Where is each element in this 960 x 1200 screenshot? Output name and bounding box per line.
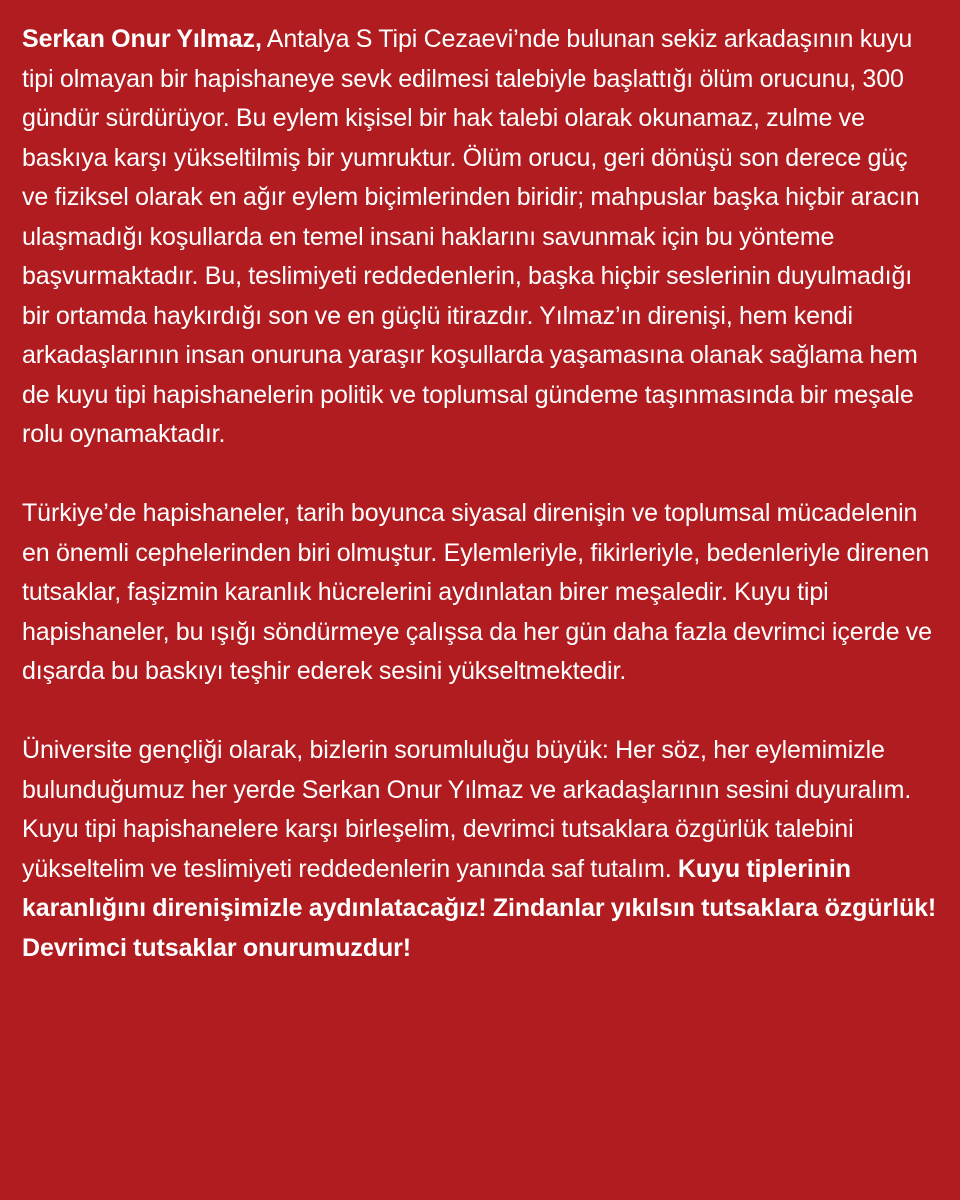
paragraph-1 xyxy=(22,20,938,455)
paragraph-2-text: Türkiye’de hapishaneler, tarih boyunca siyasal direnişin ve toplumsal mücadelenin en önemli cephelerinden biri olmuştur. Eylemleriyle, fikirleriyle, bedenleriyle direnen tutsaklar, faşizmin karanlık hücrelerini aydınlatan birer meşaledir. Kuyu tipi hapishaneler, bu ışığı söndürmeye çalışsa da her gün daha fazla devrimci içerde ve dışarda bu baskıyı teşhir ederek sesini yükseltmektedir. xyxy=(22,499,932,685)
paragraph-3-text: Üniversite gençliği olarak, bizlerin sorumluluğu büyük: Her söz, her eylemimizle bulunduğumuz her yerde Serkan Onur Yılmaz ve arkadaşlarının sesini duyuralım. Kuyu tipi hapishanelere karşı birleşelim, devrimci tutsaklara özgürlük talebini yükseltelim ve teslimiyeti reddedenlerin yanında saf tutalım. xyxy=(22,736,912,883)
closing-slogans: Kuyu tiplerinin karanlığını direnişimizle aydınlatacağız! Zindanlar yıkılsın tutsaklara özgürlük! Devrimci tutsaklar onurumuzdur! xyxy=(22,854,937,962)
paragraph-1-lead-name: Serkan Onur Yılmaz, xyxy=(22,25,262,53)
paragraph-3 xyxy=(22,731,938,968)
paragraph-1-text: Antalya S Tipi Cezaevi’nde bulunan sekiz arkadaşının kuyu tipi olmayan bir hapishaneye sevk edilmesi talebiyle başlattığı ölüm orucunu, 300 gündür sürdürüyor. Bu eylem kişisel bir hak talebi olarak okunamaz, zulme ve baskıya karşı yükseltilmiş bir yumruktur. Ölüm orucu, geri dönüşü son derece güç ve fiziksel olarak en ağır eylem biçimlerinden biridir; mahpuslar başka hiçbir aracın ulaşmadığı koşullarda en temel insani haklarını savunmak için bu yönteme başvurmaktadır. Bu, teslimiyeti reddedenlerin, başka hiçbir seslerinin duyulmadığı bir ortamda haykırdığı son ve en güçlü itirazdır. Yılmaz’ın direnişi, hem kendi arkadaşlarının insan onuruna yaraşır koşullarda yaşamasına olanak sağlama hem de kuyu tipi hapishanelerin politik ve toplumsal gündeme taşınmasında bir meşale rolu oynamaktadır. xyxy=(22,25,920,448)
paragraph-2 xyxy=(22,494,938,692)
